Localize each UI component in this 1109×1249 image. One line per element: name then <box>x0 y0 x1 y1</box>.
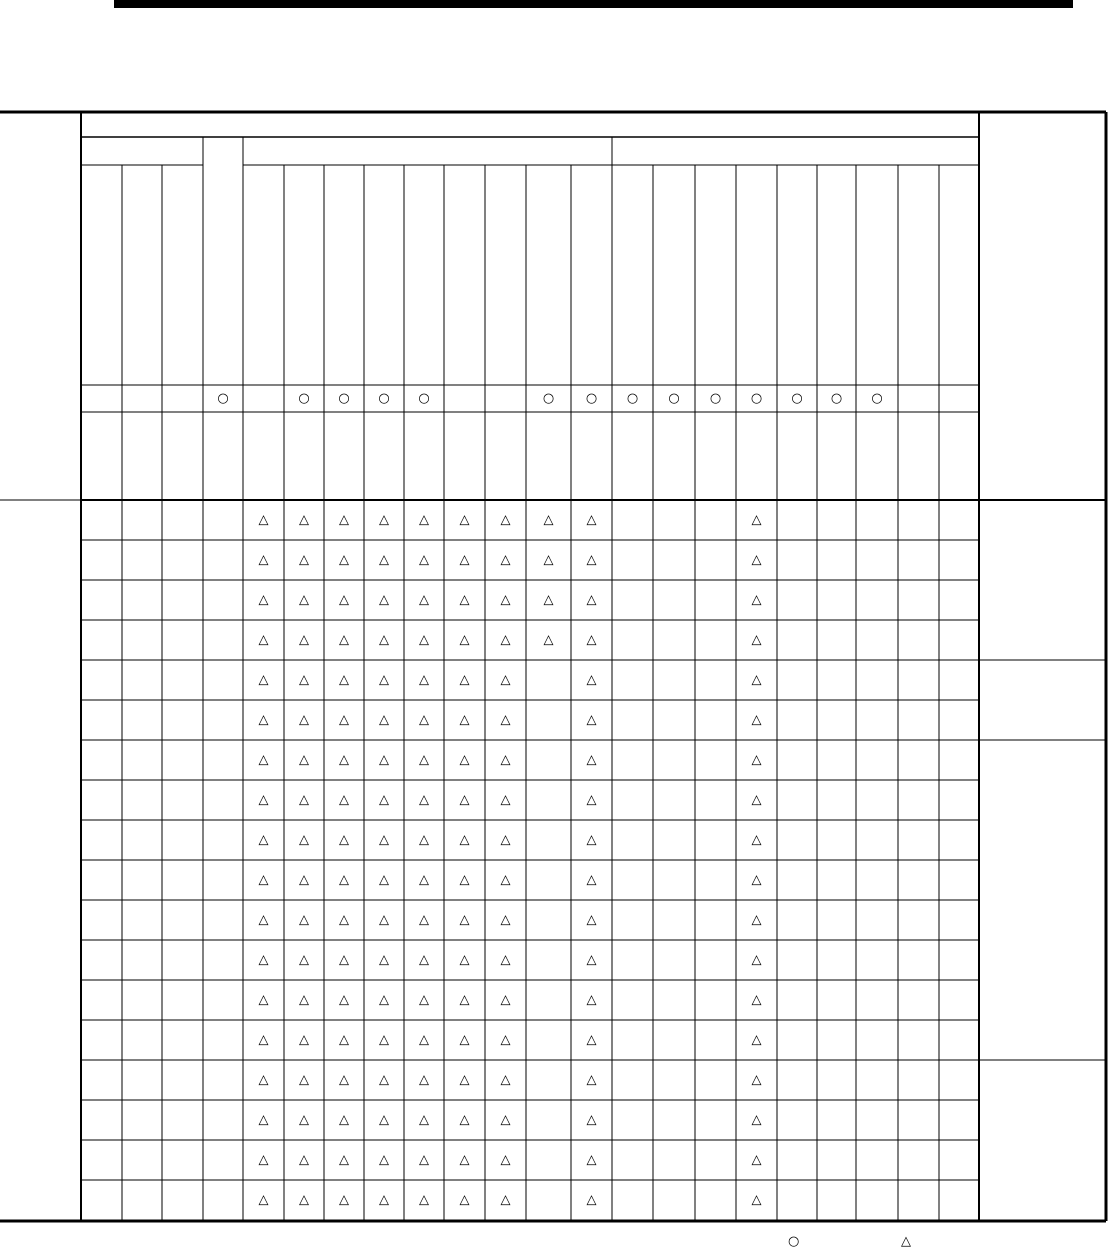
cell-triangle-mark: △ <box>299 1192 309 1208</box>
cell-triangle-mark: △ <box>258 512 269 528</box>
cell-triangle-mark: △ <box>500 872 511 888</box>
cell-triangle-mark: △ <box>379 1032 389 1048</box>
cell-triangle-mark: △ <box>751 1192 762 1208</box>
cell-triangle-mark: △ <box>258 712 269 728</box>
cell-triangle-mark: △ <box>299 952 309 968</box>
cell-triangle-mark: △ <box>339 512 349 528</box>
cell-triangle-mark: △ <box>379 1152 389 1168</box>
cell-triangle-mark: △ <box>459 632 470 648</box>
cell-triangle-mark: △ <box>751 512 762 528</box>
cell-triangle-mark: △ <box>500 752 511 768</box>
cell-triangle-mark: △ <box>459 832 470 848</box>
cell-triangle-mark: △ <box>586 752 597 768</box>
cell-triangle-mark: △ <box>459 552 470 568</box>
cell-triangle-mark: △ <box>419 992 429 1008</box>
cell-triangle-mark: △ <box>379 992 389 1008</box>
cell-triangle-mark: △ <box>751 1072 762 1088</box>
cell-triangle-mark: △ <box>586 1192 597 1208</box>
cell-triangle-mark: △ <box>299 1152 309 1168</box>
cell-triangle-mark: △ <box>586 632 597 648</box>
cell-triangle-mark: △ <box>543 632 554 648</box>
cell-triangle-mark: △ <box>258 1192 269 1208</box>
header-availability-mark: ○ <box>217 391 229 406</box>
cell-triangle-mark: △ <box>419 752 429 768</box>
cell-triangle-mark: △ <box>586 872 597 888</box>
cell-triangle-mark: △ <box>419 512 429 528</box>
cell-triangle-mark: △ <box>751 1152 762 1168</box>
cell-triangle-mark: △ <box>258 1152 269 1168</box>
cell-triangle-mark: △ <box>586 832 597 848</box>
cell-triangle-mark: △ <box>339 632 349 648</box>
cell-triangle-mark: △ <box>258 832 269 848</box>
cell-triangle-mark: △ <box>379 952 389 968</box>
cell-triangle-mark: △ <box>339 672 349 688</box>
cell-triangle-mark: △ <box>586 592 597 608</box>
cell-triangle-mark: △ <box>258 592 269 608</box>
cell-triangle-mark: △ <box>500 552 511 568</box>
cell-triangle-mark: △ <box>459 592 470 608</box>
cell-triangle-mark: △ <box>459 912 470 928</box>
cell-triangle-mark: △ <box>500 632 511 648</box>
cell-triangle-mark: △ <box>299 752 309 768</box>
cell-triangle-mark: △ <box>419 552 429 568</box>
cell-triangle-mark: △ <box>500 592 511 608</box>
cell-triangle-mark: △ <box>586 952 597 968</box>
cell-triangle-mark: △ <box>299 712 309 728</box>
cell-triangle-mark: △ <box>751 1112 762 1128</box>
cell-triangle-mark: △ <box>459 1032 470 1048</box>
cell-triangle-mark: △ <box>419 632 429 648</box>
cell-triangle-mark: △ <box>339 792 349 808</box>
cell-triangle-mark: △ <box>339 592 349 608</box>
cell-triangle-mark: △ <box>379 552 389 568</box>
cell-triangle-mark: △ <box>459 792 470 808</box>
cell-triangle-mark: △ <box>459 872 470 888</box>
cell-triangle-mark: △ <box>299 832 309 848</box>
cell-triangle-mark: △ <box>299 912 309 928</box>
cell-triangle-mark: △ <box>459 1112 470 1128</box>
header-availability-mark: ○ <box>709 391 722 406</box>
cell-triangle-mark: △ <box>500 832 511 848</box>
cell-triangle-mark: △ <box>419 672 429 688</box>
cell-triangle-mark: △ <box>500 912 511 928</box>
cell-triangle-mark: △ <box>500 792 511 808</box>
cell-triangle-mark: △ <box>586 792 597 808</box>
cell-triangle-mark: △ <box>258 752 269 768</box>
cell-triangle-mark: △ <box>339 992 349 1008</box>
cell-triangle-mark: △ <box>419 1192 429 1208</box>
header-availability-mark: ○ <box>791 391 803 406</box>
cell-triangle-mark: △ <box>339 1112 349 1128</box>
cell-triangle-mark: △ <box>586 552 597 568</box>
cell-triangle-mark: △ <box>299 1032 309 1048</box>
cell-triangle-mark: △ <box>543 512 554 528</box>
cell-triangle-mark: △ <box>500 1032 511 1048</box>
cell-triangle-mark: △ <box>379 872 389 888</box>
cell-triangle-mark: △ <box>459 952 470 968</box>
cell-triangle-mark: △ <box>751 712 762 728</box>
header-availability-mark: ○ <box>585 391 598 406</box>
cell-triangle-mark: △ <box>751 832 762 848</box>
cell-triangle-mark: △ <box>500 1072 511 1088</box>
cell-triangle-mark: △ <box>419 1032 429 1048</box>
cell-triangle-mark: △ <box>339 1192 349 1208</box>
cell-triangle-mark: △ <box>379 632 389 648</box>
cell-triangle-mark: △ <box>379 1112 389 1128</box>
cell-triangle-mark: △ <box>258 1112 269 1128</box>
cell-triangle-mark: △ <box>500 952 511 968</box>
cell-triangle-mark: △ <box>751 632 762 648</box>
cell-triangle-mark: △ <box>751 592 762 608</box>
cell-triangle-mark: △ <box>379 712 389 728</box>
cell-triangle-mark: △ <box>258 672 269 688</box>
cell-triangle-mark: △ <box>379 912 389 928</box>
cell-triangle-mark: △ <box>379 752 389 768</box>
cell-triangle-mark: △ <box>459 1072 470 1088</box>
cell-triangle-mark: △ <box>379 1072 389 1088</box>
cell-triangle-mark: △ <box>258 632 269 648</box>
cell-triangle-mark: △ <box>500 1152 511 1168</box>
cell-triangle-mark: △ <box>751 872 762 888</box>
cell-triangle-mark: △ <box>379 1192 389 1208</box>
cell-triangle-mark: △ <box>339 752 349 768</box>
cell-triangle-mark: △ <box>459 512 470 528</box>
cell-triangle-mark: △ <box>586 672 597 688</box>
cell-triangle-mark: △ <box>459 1152 470 1168</box>
cell-triangle-mark: △ <box>258 1032 269 1048</box>
cell-triangle-mark: △ <box>339 1032 349 1048</box>
header-availability-mark: ○ <box>542 391 555 406</box>
cell-triangle-mark: △ <box>299 632 309 648</box>
cell-triangle-mark: △ <box>586 1152 597 1168</box>
cell-triangle-mark: △ <box>299 992 309 1008</box>
cell-triangle-mark: △ <box>299 592 309 608</box>
cell-triangle-mark: △ <box>299 792 309 808</box>
header-availability-mark: ○ <box>418 391 430 406</box>
cell-triangle-mark: △ <box>586 1112 597 1128</box>
cell-triangle-mark: △ <box>543 592 554 608</box>
cell-triangle-mark: △ <box>339 1072 349 1088</box>
cell-triangle-mark: △ <box>586 992 597 1008</box>
cell-triangle-mark: △ <box>586 1072 597 1088</box>
cell-triangle-mark: △ <box>500 992 511 1008</box>
cell-triangle-mark: △ <box>751 672 762 688</box>
cell-triangle-mark: △ <box>586 512 597 528</box>
header-availability-mark: ○ <box>871 391 883 406</box>
cell-triangle-mark: △ <box>459 992 470 1008</box>
cell-triangle-mark: △ <box>419 912 429 928</box>
cell-triangle-mark: △ <box>299 1112 309 1128</box>
cell-triangle-mark: △ <box>500 672 511 688</box>
header-availability-mark: ○ <box>668 391 680 406</box>
cell-triangle-mark: △ <box>586 912 597 928</box>
cell-triangle-mark: △ <box>751 792 762 808</box>
cell-triangle-mark: △ <box>339 712 349 728</box>
cell-triangle-mark: △ <box>379 512 389 528</box>
cell-triangle-mark: △ <box>379 792 389 808</box>
cell-triangle-mark: △ <box>419 592 429 608</box>
cell-triangle-mark: △ <box>299 672 309 688</box>
header-availability-mark: ○ <box>298 391 310 406</box>
legend-triangle-symbol: △ <box>901 1234 911 1249</box>
cell-triangle-mark: △ <box>379 592 389 608</box>
cell-triangle-mark: △ <box>419 1152 429 1168</box>
cell-triangle-mark: △ <box>459 672 470 688</box>
cell-triangle-mark: △ <box>339 872 349 888</box>
cell-triangle-mark: △ <box>751 952 762 968</box>
cell-triangle-mark: △ <box>500 1192 511 1208</box>
cell-triangle-mark: △ <box>299 512 309 528</box>
cell-triangle-mark: △ <box>258 552 269 568</box>
header-availability-mark: ○ <box>750 391 763 406</box>
cell-triangle-mark: △ <box>500 1112 511 1128</box>
cell-triangle-mark: △ <box>751 1032 762 1048</box>
cell-triangle-mark: △ <box>751 752 762 768</box>
cell-triangle-mark: △ <box>258 912 269 928</box>
cell-triangle-mark: △ <box>258 992 269 1008</box>
cell-triangle-mark: △ <box>339 1152 349 1168</box>
cell-triangle-mark: △ <box>419 872 429 888</box>
cell-triangle-mark: △ <box>339 952 349 968</box>
header-availability-mark: ○ <box>830 391 843 406</box>
cell-triangle-mark: △ <box>459 1192 470 1208</box>
cell-triangle-mark: △ <box>299 552 309 568</box>
cell-triangle-mark: △ <box>339 832 349 848</box>
header-availability-mark: ○ <box>626 391 639 406</box>
cell-triangle-mark: △ <box>258 872 269 888</box>
cell-triangle-mark: △ <box>459 752 470 768</box>
cell-triangle-mark: △ <box>339 912 349 928</box>
cell-triangle-mark: △ <box>379 832 389 848</box>
cell-triangle-mark: △ <box>419 1072 429 1088</box>
cell-triangle-mark: △ <box>586 712 597 728</box>
cell-triangle-mark: △ <box>379 672 389 688</box>
cell-triangle-mark: △ <box>751 912 762 928</box>
cell-triangle-mark: △ <box>258 1072 269 1088</box>
cell-triangle-mark: △ <box>459 712 470 728</box>
cell-triangle-mark: △ <box>299 1072 309 1088</box>
cell-triangle-mark: △ <box>543 552 554 568</box>
cell-triangle-mark: △ <box>419 1112 429 1128</box>
cell-triangle-mark: △ <box>751 992 762 1008</box>
header-availability-mark: ○ <box>378 391 390 406</box>
cell-triangle-mark: △ <box>751 552 762 568</box>
legend-circle-symbol: ○ <box>788 1234 800 1249</box>
cell-triangle-mark: △ <box>586 1032 597 1048</box>
cell-triangle-mark: △ <box>258 952 269 968</box>
cell-triangle-mark: △ <box>419 952 429 968</box>
cell-triangle-mark: △ <box>299 872 309 888</box>
cell-triangle-mark: △ <box>500 712 511 728</box>
cell-triangle-mark: △ <box>258 792 269 808</box>
cell-triangle-mark: △ <box>419 832 429 848</box>
cell-triangle-mark: △ <box>419 712 429 728</box>
header-availability-mark: ○ <box>338 391 350 406</box>
cell-triangle-mark: △ <box>500 512 511 528</box>
cell-triangle-mark: △ <box>419 792 429 808</box>
cell-triangle-mark: △ <box>339 552 349 568</box>
